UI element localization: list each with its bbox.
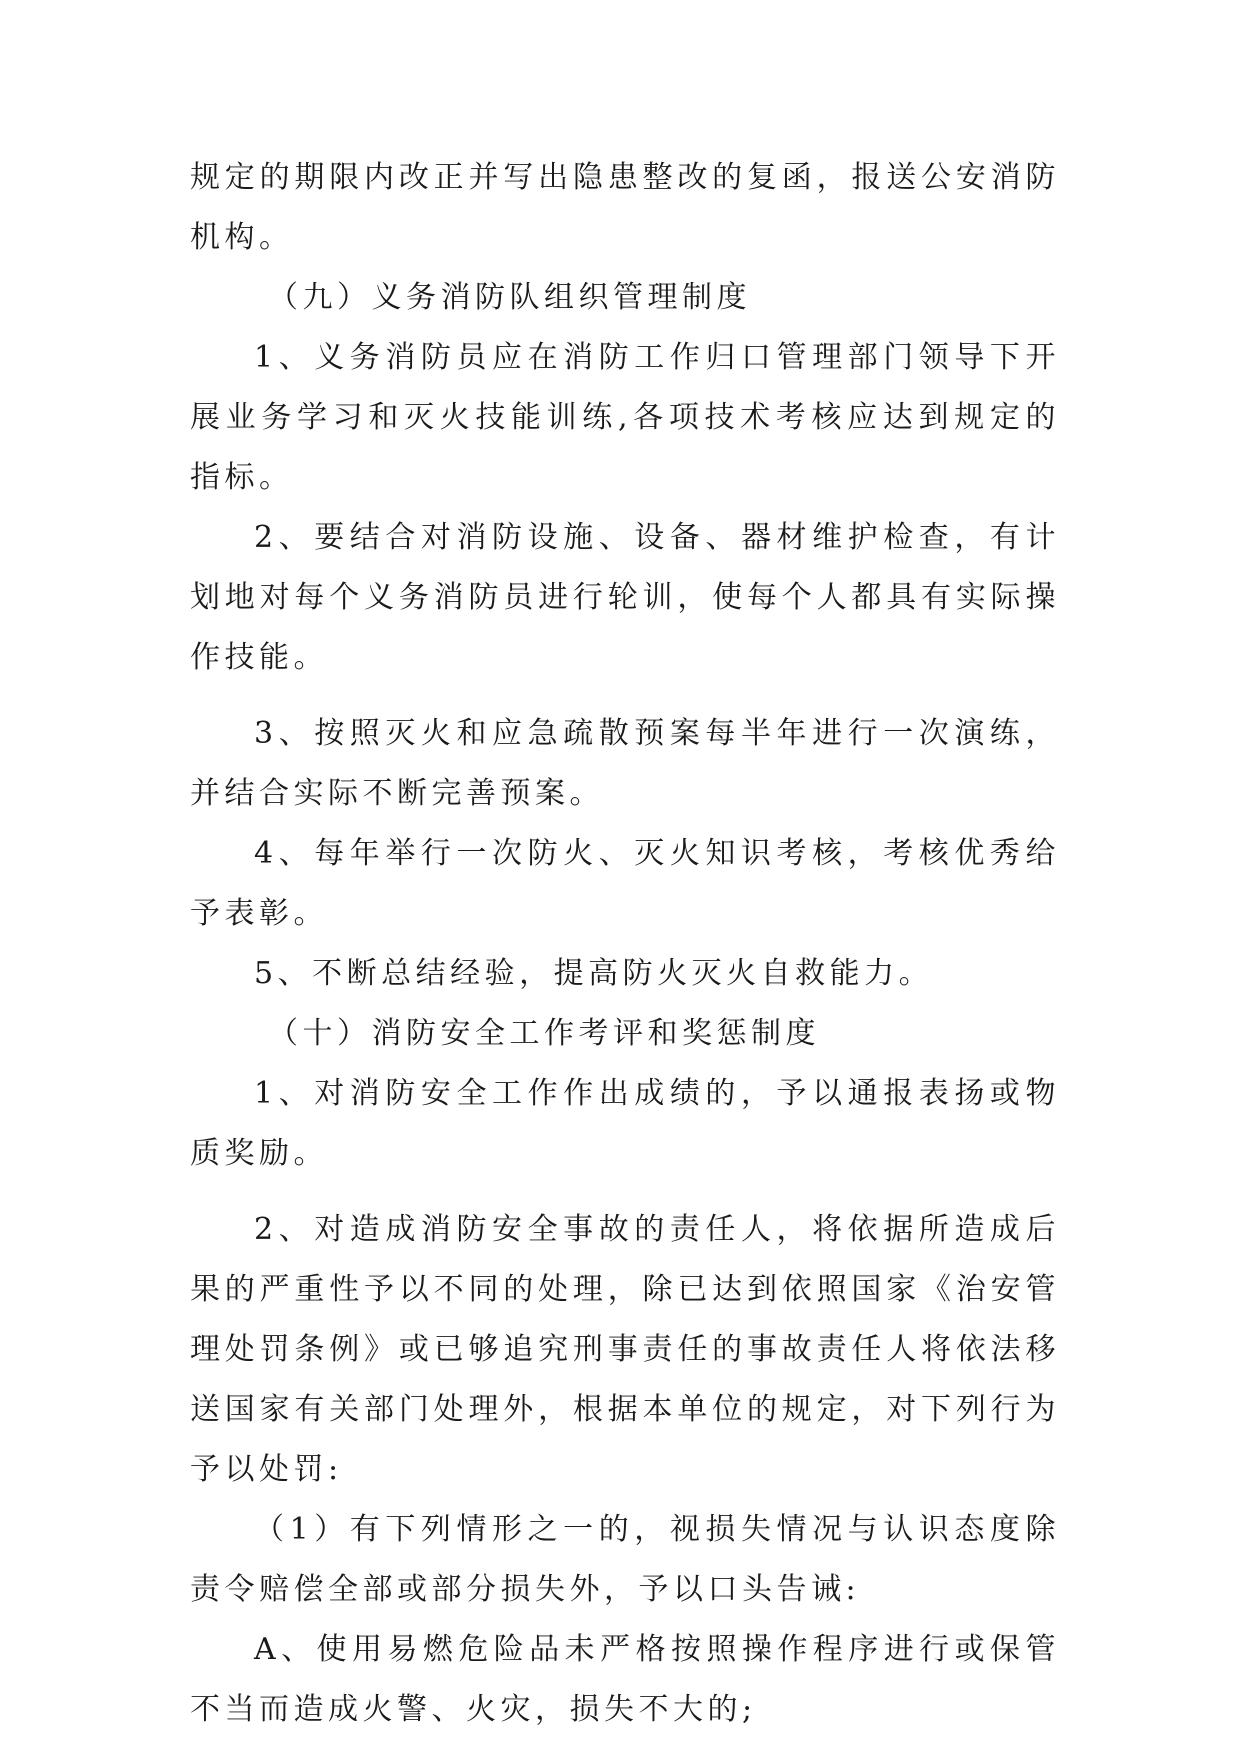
list-item-9-5: 5、不断总结经验，提高防火灭火自救能力。 [254, 956, 934, 991]
list-item-10-1: 1、对消防安全工作作出成绩的，予以通报表扬或物质奖励。 [190, 1076, 1060, 1171]
list-item-9-1: 1、义务消防员应在消防工作归口管理部门领导下开展业务学习和灭火技能训练,各项技术考核应达到规定的指标。 [190, 340, 1060, 495]
list-item-9-3: 3、按照灭火和应急疏散预案每半年进行一次演练，并结合实际不断完善预案。 [190, 716, 1060, 811]
document-page [190, 148, 1060, 1740]
paragraph-continuation: 规定的期限内改正并写出隐患整改的复函，报送公安消防机构。 [190, 160, 1060, 255]
list-item-10-2: 2、对造成消防安全事故的责任人，将依据所造成后果的严重性予以不同的处理，除已达到依照国家《治安管理处罚条例》或已够追究刑事责任的事故责任人将依法移送国家有关部门处理外，根据本单位的规定，对下列行为予以处罚: [190, 1212, 1060, 1487]
sub-item-a: A、使用易燃危险品未严格按照操作程序进行或保管不当而造成火警、火灾，损失不大的; [190, 1632, 1060, 1727]
section-heading-10: （十）消防安全工作考评和奖惩制度 [268, 1016, 820, 1051]
section-heading-9: （九）义务消防队组织管理制度 [268, 280, 751, 315]
list-item-9-2: 2、要结合对消防设施、设备、器材维护检查，有计划地对每个义务消防员进行轮训，使每个人都具有实际操作技能。 [190, 520, 1060, 675]
list-item-9-4: 4、每年举行一次防火、灭火知识考核，考核优秀给予表彰。 [190, 836, 1060, 931]
sub-item-1: （1）有下列情形之一的，视损失情况与认识态度除责令赔偿全部或部分损失外，予以口头告诫: [190, 1512, 1060, 1607]
